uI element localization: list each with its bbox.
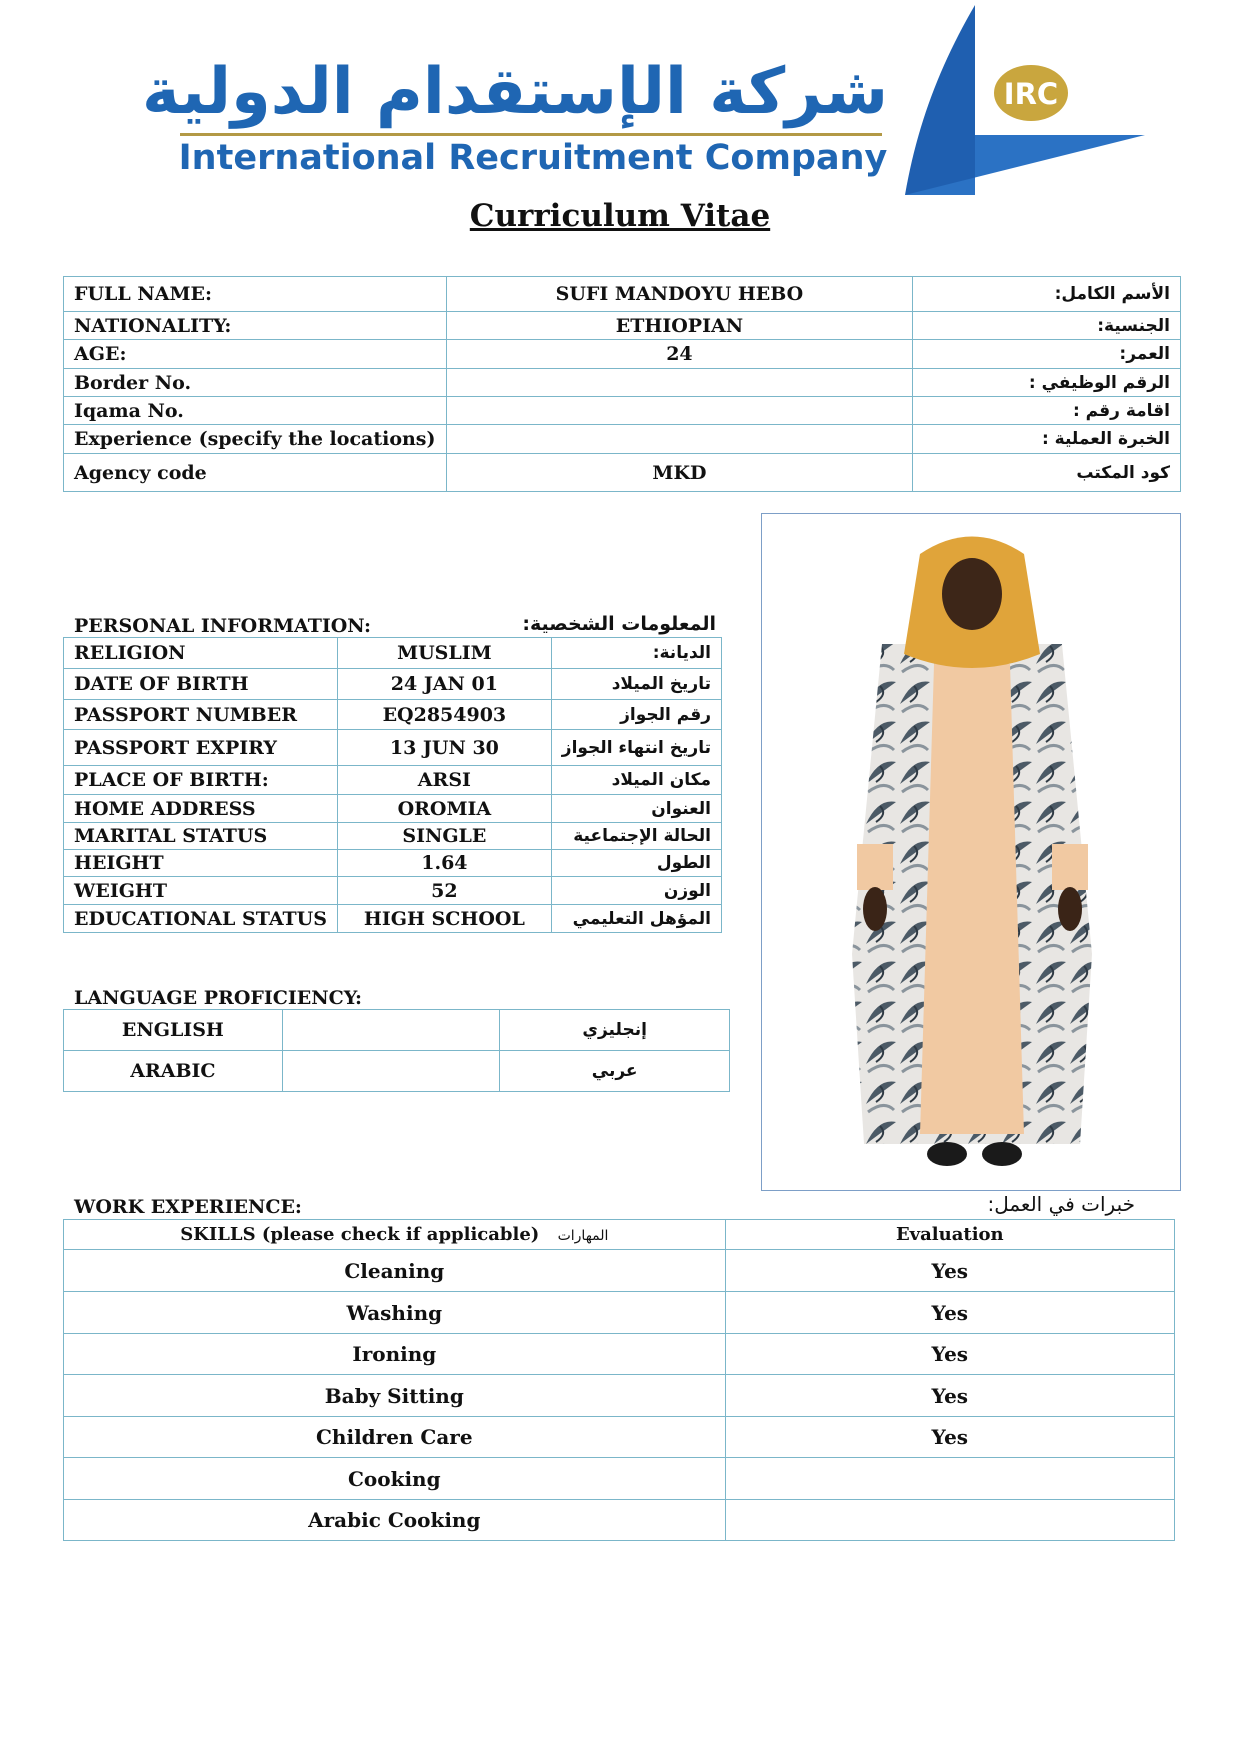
table-row: [64, 277, 1181, 312]
marital-status-value: SINGLE: [337, 823, 551, 850]
table-row: [64, 1458, 1175, 1500]
work-experience-heading-arabic: خبرات في العمل:: [987, 1192, 1135, 1216]
table-row: [64, 312, 1181, 340]
religion-label-arabic: الديانة:: [551, 638, 721, 669]
english-label: ENGLISH: [64, 1010, 283, 1051]
left-cuff: [857, 844, 893, 890]
company-name-english: International Recruitment Company: [178, 138, 888, 178]
table-row: [64, 905, 722, 933]
religion-value: MUSLIM: [337, 638, 551, 669]
table-header-row: [64, 1220, 1175, 1250]
home-address-label-arabic: العنوان: [551, 795, 721, 823]
language-proficiency-heading: LANGUAGE PROFICIENCY:: [74, 987, 362, 1009]
height-value: 1.64: [337, 850, 551, 877]
passport-expiry-label: PASSPORT EXPIRY: [64, 730, 338, 766]
evaluation-column-header: Evaluation: [725, 1220, 1174, 1250]
passport-expiry-value: 13 JUN 30: [337, 730, 551, 766]
table-row: [64, 850, 722, 877]
nationality-value: ETHIOPIAN: [446, 312, 913, 340]
home-address-label: HOME ADDRESS: [64, 795, 338, 823]
table-row: [64, 700, 722, 730]
table-row: [64, 766, 722, 795]
document-title: Curriculum Vitae: [469, 198, 771, 234]
face-shape: [942, 558, 1002, 630]
work-experience-heading: WORK EXPERIENCE:: [74, 1196, 302, 1218]
place-of-birth-label-arabic: مكان الميلاد: [551, 766, 721, 795]
iqama-no-label: Iqama No.: [64, 397, 447, 425]
right-hand: [1058, 887, 1082, 931]
skills-table: [63, 1219, 1175, 1541]
personal-info-heading-arabic: المعلومات الشخصية:: [522, 613, 716, 635]
evaluation-washing: Yes: [725, 1292, 1174, 1334]
date-of-birth-value: 24 JAN 01: [337, 669, 551, 700]
weight-label: WEIGHT: [64, 877, 338, 905]
skill-baby-sitting: Baby Sitting: [64, 1375, 726, 1417]
skill-arabic-cooking: Arabic Cooking: [64, 1500, 726, 1541]
table-row: [64, 877, 722, 905]
company-name-arabic: شركة الإستقدام الدولية: [142, 55, 888, 129]
arabic-label: ARABIC: [64, 1051, 283, 1092]
evaluation-baby-sitting: Yes: [725, 1375, 1174, 1417]
border-no-label-arabic: الرقم الوظيفي :: [913, 369, 1181, 397]
evaluation-arabic-cooking: [725, 1500, 1174, 1541]
experience-label-arabic: الخبرة العملية :: [913, 425, 1181, 454]
candidate-portrait-image: [762, 514, 1180, 1190]
evaluation-cleaning: Yes: [725, 1250, 1174, 1292]
date-of-birth-label-arabic: تاريخ الميلاد: [551, 669, 721, 700]
left-hand: [863, 887, 887, 931]
nationality-label: NATIONALITY:: [64, 312, 447, 340]
passport-number-label-arabic: رقم الجواز: [551, 700, 721, 730]
table-row: [64, 795, 722, 823]
skill-cleaning: Cleaning: [64, 1250, 726, 1292]
table-row: [64, 1010, 730, 1051]
age-value: 24: [446, 340, 913, 369]
educational-status-label: EDUCATIONAL STATUS: [64, 905, 338, 933]
height-label: HEIGHT: [64, 850, 338, 877]
candidate-photo: [761, 513, 1181, 1191]
evaluation-ironing: Yes: [725, 1334, 1174, 1375]
table-row: [64, 1500, 1175, 1541]
passport-number-label: PASSPORT NUMBER: [64, 700, 338, 730]
table-row: [64, 369, 1181, 397]
arabic-level: [282, 1051, 500, 1092]
table-row: [64, 1375, 1175, 1417]
marital-status-label: MARITAL STATUS: [64, 823, 338, 850]
logo-sail-shape: [905, 5, 975, 195]
right-cuff: [1052, 844, 1088, 890]
height-label-arabic: الطول: [551, 850, 721, 877]
passport-number-value: EQ2854903: [337, 700, 551, 730]
experience-label: Experience (specify the locations): [64, 425, 447, 454]
skill-ironing: Ironing: [64, 1334, 726, 1375]
logo-badge-text: IRC: [1003, 77, 1059, 111]
table-row: [64, 1292, 1175, 1334]
inner-dress-shape: [920, 664, 1024, 1134]
left-foot: [927, 1142, 967, 1166]
skill-children-care: Children Care: [64, 1417, 726, 1458]
table-row: [64, 1334, 1175, 1375]
skill-washing: Washing: [64, 1292, 726, 1334]
full-name-value: SUFI MANDOYU HEBO: [446, 277, 913, 312]
right-foot: [982, 1142, 1022, 1166]
age-label: AGE:: [64, 340, 447, 369]
border-no-label: Border No.: [64, 369, 447, 397]
skill-cooking: Cooking: [64, 1458, 726, 1500]
evaluation-children-care: Yes: [725, 1417, 1174, 1458]
iqama-no-value: [446, 397, 913, 425]
skills-column-label: SKILLS (please check if applicable): [180, 1224, 540, 1245]
personal-info-table: [63, 637, 722, 933]
educational-status-label-arabic: المؤهل التعليمي: [551, 905, 721, 933]
table-row: [64, 340, 1181, 369]
english-level: [282, 1010, 500, 1051]
nationality-label-arabic: الجنسية:: [913, 312, 1181, 340]
agency-code-value: MKD: [446, 454, 913, 492]
place-of-birth-value: ARSI: [337, 766, 551, 795]
table-row: [64, 1250, 1175, 1292]
table-row: [64, 397, 1181, 425]
table-row: [64, 1417, 1175, 1458]
agency-code-label-arabic: كود المكتب: [913, 454, 1181, 492]
main-info-table: [63, 276, 1181, 492]
full-name-label-arabic: الأسم الكامل:: [913, 277, 1181, 312]
table-row: [64, 823, 722, 850]
religion-label: RELIGION: [64, 638, 338, 669]
border-no-value: [446, 369, 913, 397]
iqama-no-label-arabic: اقامة رقم :: [913, 397, 1181, 425]
date-of-birth-label: DATE OF BIRTH: [64, 669, 338, 700]
skills-column-label-arabic: المهارات: [557, 1228, 609, 1244]
weight-value: 52: [337, 877, 551, 905]
marital-status-label-arabic: الحالة الإجتماعية: [551, 823, 721, 850]
english-label-arabic: إنجليزي: [500, 1010, 730, 1051]
arabic-label-arabic: عربي: [500, 1051, 730, 1092]
table-row: [64, 669, 722, 700]
age-label-arabic: العمر:: [913, 340, 1181, 369]
full-name-label: FULL NAME:: [64, 277, 447, 312]
personal-info-heading: PERSONAL INFORMATION:: [74, 615, 372, 637]
language-table: [63, 1009, 730, 1092]
home-address-value: OROMIA: [337, 795, 551, 823]
place-of-birth-label: PLACE OF BIRTH:: [64, 766, 338, 795]
experience-value: [446, 425, 913, 454]
educational-status-value: HIGH SCHOOL: [337, 905, 551, 933]
table-row: [64, 638, 722, 669]
logo-divider: [180, 133, 882, 136]
agency-code-label: Agency code: [64, 454, 447, 492]
company-logo-icon: [895, 5, 1145, 195]
weight-label-arabic: الوزن: [551, 877, 721, 905]
table-row: [64, 730, 722, 766]
passport-expiry-label-arabic: تاريخ انتهاء الجواز: [551, 730, 721, 766]
skills-column-header: [64, 1220, 726, 1250]
table-row: [64, 425, 1181, 454]
evaluation-cooking: [725, 1458, 1174, 1500]
table-row: [64, 454, 1181, 492]
table-row: [64, 1051, 730, 1092]
